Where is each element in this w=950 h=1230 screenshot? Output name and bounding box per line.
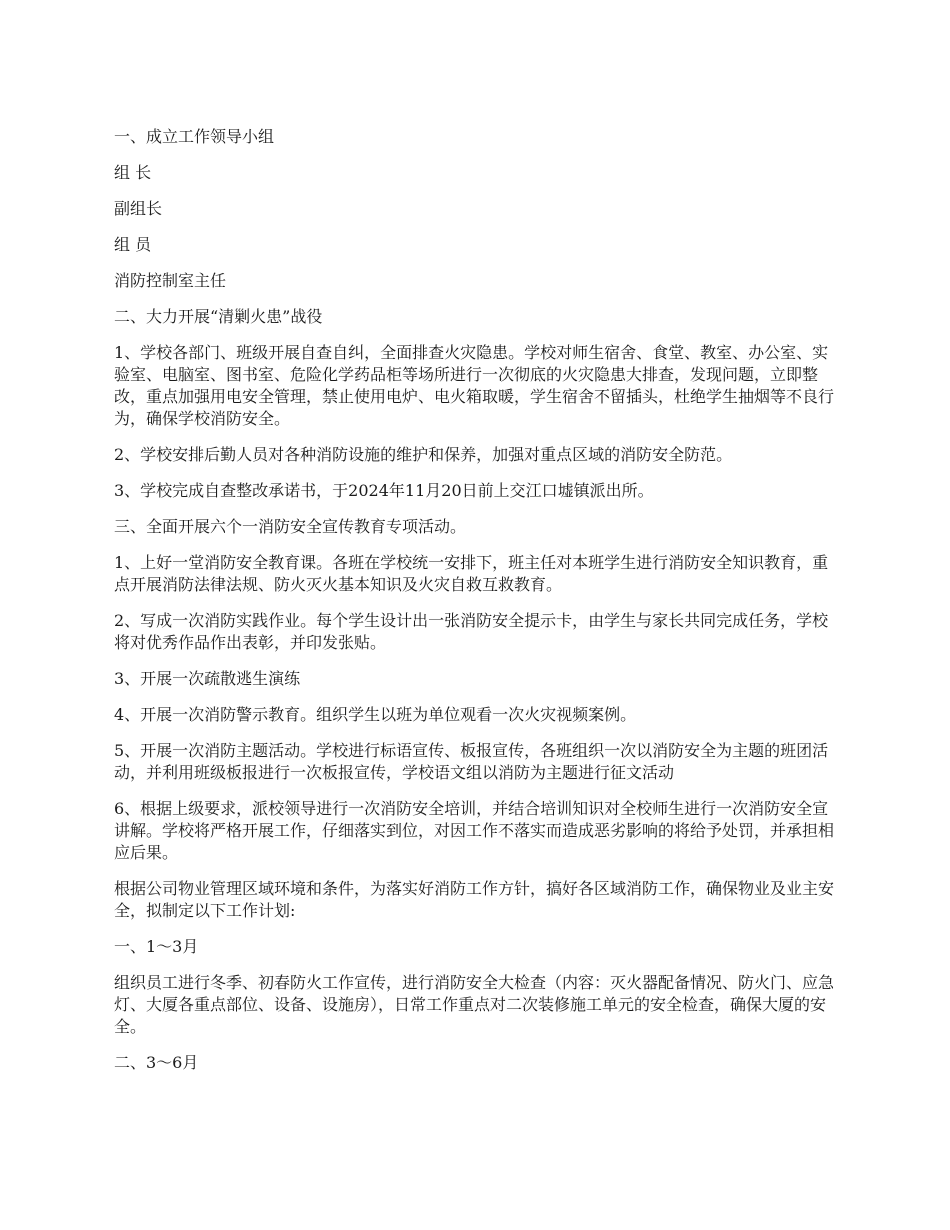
- paragraph-warning-education: 4、开展一次消防警示教育。组织学生以班为单位观看一次火灾视频案例。: [114, 705, 637, 724]
- document-body: [114, 126, 842, 1088]
- paragraph-property-plan-intro: 根据公司物业管理区域环境和条件，为落实好消防工作方针，搞好各区域消防工作，确保物业及业主安全，拟制定以下工作计划:: [114, 879, 835, 920]
- paragraph-winter-inspection: 组织员工进行冬季、初春防火工作宣传，进行消防安全大检查（内容：灭火器配备情况、防火门、应急灯、大厦各重点部位、设备、设施房），日常工作重点对二次装修施工单元的安全检查，确保大厦的安全。: [114, 973, 835, 1036]
- paragraph-facility-maintenance: 2、学校安排后勤人员对各种消防设施的维护和保养，加强对重点区域的消防安全防范。: [114, 445, 733, 464]
- paragraph-commitment-letter: 3、学校完成自查整改承诺书，于2024年11月20日前上交江口墟镇派出所。: [114, 481, 654, 500]
- role-member: 组 员: [114, 235, 152, 254]
- paragraph-safety-lesson: 1、上好一堂消防安全教育课。各班在学校统一安排下，班主任对本班学生进行消防安全知识教育，重点开展消防法律法规、防火灭火基本知识及火灾自救互救教育。: [114, 553, 829, 594]
- heading-period-jan-mar: 一、1～3月: [114, 937, 199, 956]
- heading-leadership-group: 一、成立工作领导小组: [114, 127, 275, 146]
- paragraph-practice-homework: 2、写成一次消防实践作业。每个学生设计出一张消防安全提示卡，由学生与家长共同完成任务，学校将对优秀作品作出表彰，并印发张贴。: [114, 611, 829, 652]
- role-deputy-leader: 副组长: [114, 199, 163, 218]
- heading-education-activities: 三、全面开展六个一消防安全宣传教育专项活动。: [114, 517, 467, 536]
- paragraph-self-inspection: 1、学校各部门、班级开展自查自纠，全面排查火灾隐患。学校对师生宿舍、食堂、教室、办公室、实验室、电脑室、图书室、危险化学药品柜等场所进行一次彻底的火灾隐患大排查，发现问题，立即整改，重点加强用电安全管理，禁止使用电炉、电火箱取暖，学生宿舍不留插头，杜绝学生抽烟等不良行为，确保学校消防安全。: [114, 343, 835, 428]
- paragraph-evacuation-drill: 3、开展一次疏散逃生演练: [114, 669, 301, 688]
- paragraph-theme-activity: 5、开展一次消防主题活动。学校进行标语宣传、板报宣传，各班组织一次以消防安全为主题的班团活动，并利用班级板报进行一次板报宣传，学校语文组以消防为主题进行征文活动: [114, 741, 829, 782]
- role-control-room-director: 消防控制室主任: [114, 271, 227, 290]
- heading-fire-hazard-campaign: 二、大力开展“清剿火患”战役: [114, 307, 323, 326]
- heading-period-mar-jun: 二、3～6月: [114, 1053, 199, 1072]
- paragraph-safety-training: 6、根据上级要求，派校领导进行一次消防安全培训，并结合培训知识对全校师生进行一次消防安全宣讲解。学校将严格开展工作，仔细落实到位，对因工作不落实而造成恶劣影响的将给予处罚，并承担相应后果。: [114, 799, 835, 862]
- role-leader: 组 长: [114, 163, 152, 182]
